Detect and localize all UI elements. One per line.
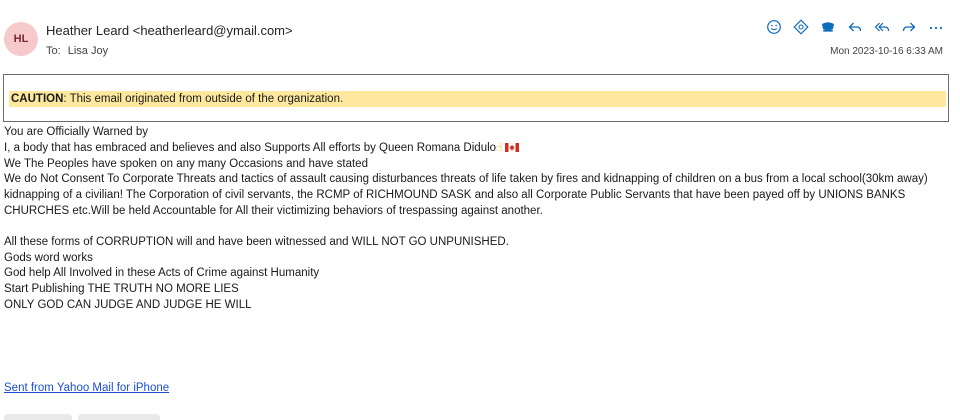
more-icon[interactable]: [927, 18, 944, 35]
sender-name[interactable]: Heather Leard <heatherleard@ymail.com>: [46, 23, 293, 38]
body-line: Start Publishing THE TRUTH NO MORE LIES: [4, 283, 239, 296]
teams-icon[interactable]: [819, 18, 836, 35]
loop-icon[interactable]: [792, 18, 809, 35]
canada-flag-icon: [505, 143, 519, 152]
reply-all-icon[interactable]: [873, 18, 890, 35]
recipient-line: [46, 45, 108, 57]
pointing-finger-icon: ☝: [496, 141, 503, 154]
body-line: You are Officially Warned by: [4, 126, 149, 138]
body-line: We The Peoples have spoken on any many Occasions and have stated: [4, 157, 368, 170]
to-label: To:: [46, 45, 61, 57]
message-header: [0, 0, 960, 70]
signature-link[interactable]: Sent from Yahoo Mail for iPhone: [4, 382, 170, 394]
caution-bar: [9, 91, 946, 107]
body-line: God help All Involved in these Acts of Crime against Humanity: [4, 267, 320, 280]
body-paragraph: We do Not Consent To Corporate Threats and tactics of assault causing disturbances threats of life taken by fires and kidnapping of children on a bus from a local school(30km away) kidnapping of a civilian! The Corporation of civil servants, the RCMP of RICHMOUND SASK and also all Corporate Public Servants that have been payed off by UNIONS BANKS CHURCHES etc.Will be held Accountable for All their victimizing behaviors of trespassing against another.: [4, 173, 928, 217]
reply-button-stub[interactable]: [4, 414, 72, 420]
message-date: Mon 2023-10-16 6:33 AM: [830, 46, 943, 57]
smiley-icon[interactable]: [765, 18, 782, 35]
body-line: ONLY GOD CAN JUDGE AND JUDGE HE WILL: [4, 298, 252, 311]
body-line-text: I, a body that has embraced and believes and also Supports All efforts by Queen Romana Didulo: [4, 141, 497, 154]
forward-button-stub[interactable]: [78, 414, 160, 420]
sender-avatar[interactable]: HL: [4, 22, 38, 56]
caution-banner: [3, 74, 949, 122]
caution-text: : This email originated from outside of the organization.: [63, 93, 344, 105]
reply-icon[interactable]: [846, 18, 863, 35]
body-line: Gods word works: [4, 251, 93, 264]
recipient-name[interactable]: Lisa Joy: [67, 45, 109, 57]
caution-label: CAUTION: [11, 93, 64, 105]
body-line: All these forms of CORRUPTION will and have been witnessed and WILL NOT GO UNPUNISHED.: [4, 235, 509, 248]
forward-icon[interactable]: [900, 18, 917, 35]
message-body: [4, 125, 950, 314]
message-actions: [765, 18, 944, 35]
body-line-with-emoji: [4, 141, 950, 157]
